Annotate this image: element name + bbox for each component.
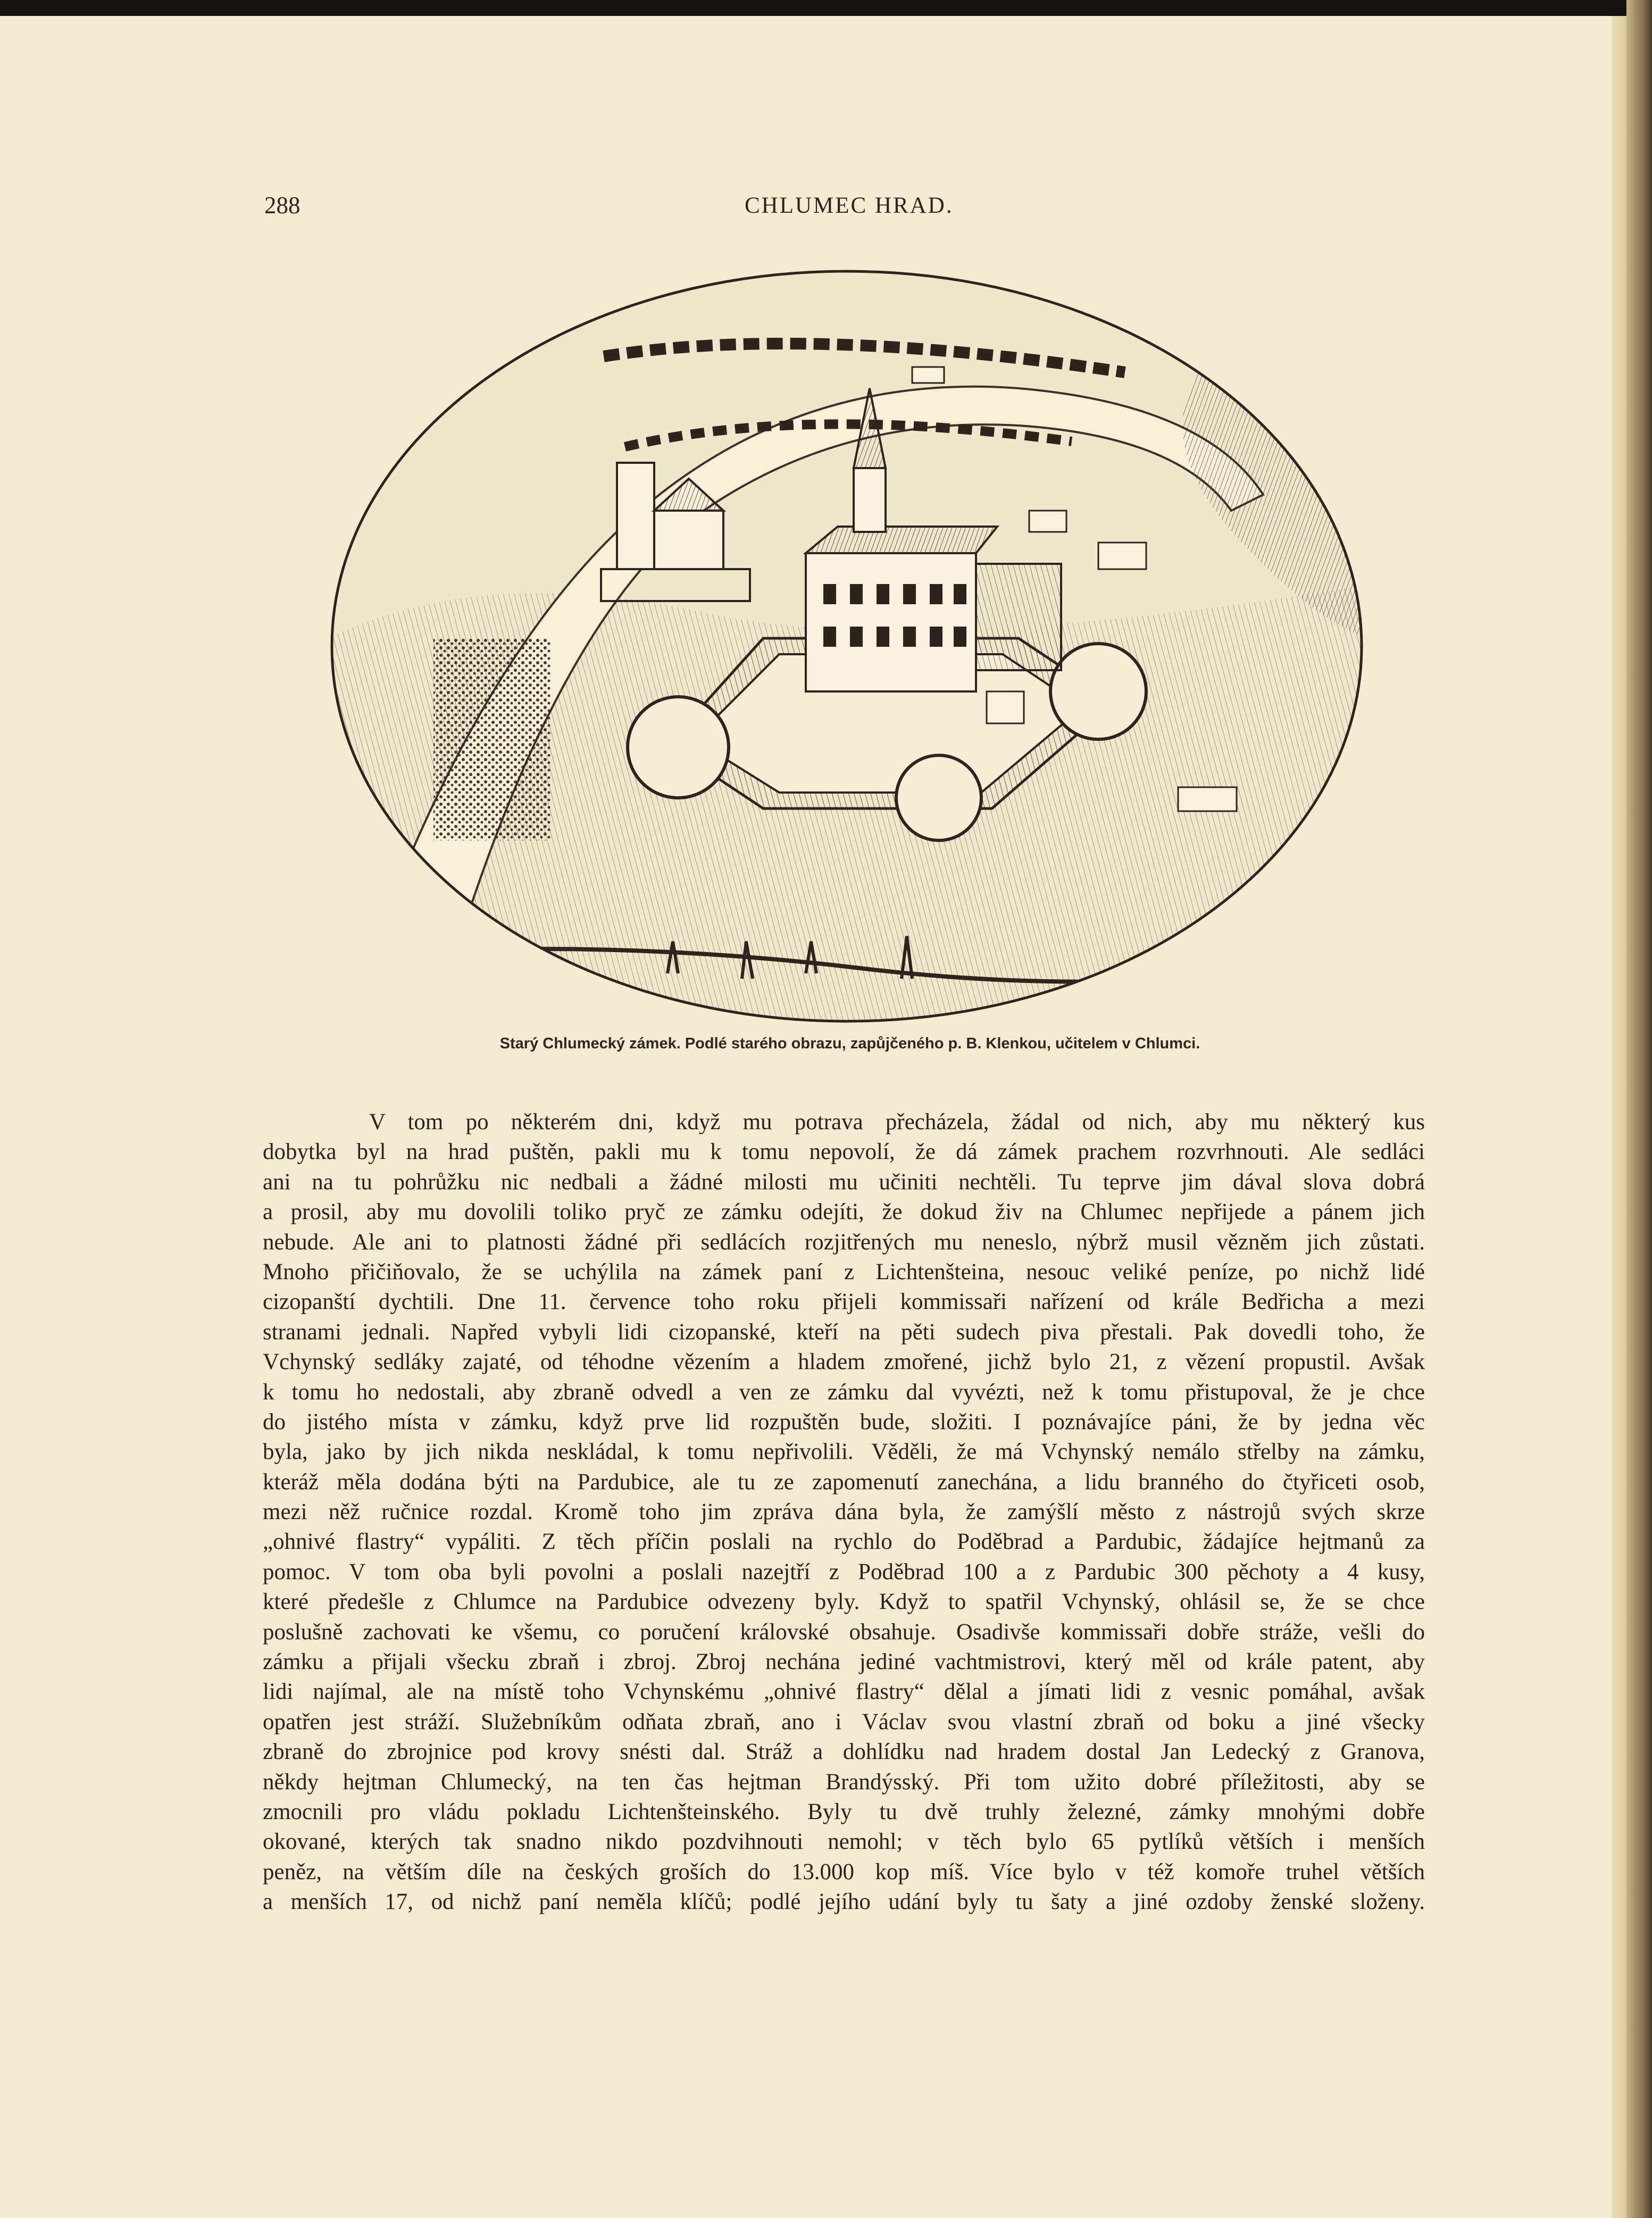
text-line: kteráž měla dodána býti na Pardubice, ale tu ze zapomenutí zanechána, a lidu branného do čtyřiceti osob, — [263, 1469, 1425, 1495]
text-line: pomoc. V tom oba byli povolni a poslali nazejtří z Poděbrad 100 a z Pardubic 300 pěchoty a 4 kusy, — [263, 1559, 1425, 1585]
page-number: 288 — [264, 192, 301, 219]
text-line: peněz, na větším díle na českých groších do 13.000 kop míš. Více bylo v též komoře truhel větších — [263, 1859, 1425, 1885]
text-line: „ohnivé flastry“ vypáliti. Z těch příčin poslali na rychlo do Poděbrad a Pardubic, žádajíce hejtmanů za — [263, 1529, 1425, 1555]
body-text — [263, 1107, 1425, 1917]
engraving-orchard — [433, 638, 550, 840]
text-line: zbraně do zbrojnice pod krovy snésti dal. Stráž a dohlídku nad hradem dostal Jan Ledecký z Granova, — [263, 1739, 1425, 1765]
text-line: lidi najímal, ale na místě toho Vchynskému „ohnivé flastry“ dělal a jímati lidi z vesnic pomáhal, avšak — [263, 1679, 1425, 1705]
text-line: dobytka byl na hrad puštěn, pakli mu k tomu nepovolí, že dá zámek prachem rozvrhnouti. Ale sedláci — [263, 1139, 1425, 1165]
scan-top-border — [0, 0, 1652, 16]
text-line: k tomu ho nedostali, aby zbraně odvedl a ven ze zámku dal vyvézti, než k tomu přistupoval, že je chce — [263, 1379, 1425, 1405]
text-line: cizopanští dychtili. Dne 11. července toho roku přijeli kommissaři nařízení od krále Bedřicha a mezi — [263, 1289, 1425, 1315]
text-line: V tom po některém dni, když mu potrava přecházela, žádal od nich, aby mu některý kus — [369, 1110, 1425, 1135]
text-line: zmocnili pro vládu pokladu Lichtenšteinského. Byly tu dvě truhly železné, zámky mnohými dobře — [263, 1799, 1425, 1824]
text-line: okované, kterých tak snadno nikdo pozdvihnouti nemohl; v těch bylo 65 pytlíků větších i menších — [263, 1829, 1425, 1855]
book-edge — [1626, 0, 1652, 2218]
text-line: Vchynský sedláky zajaté, od téhodne vězením a hladem zmořené, jichž bylo 21, z vězení propustil. Avšak — [263, 1349, 1425, 1375]
castle-engraving — [327, 266, 1367, 1027]
text-line: a prosil, aby mu dovolili toliko pryč ze zámku odejíti, že dokud živ na Chlumec nepřijede a pánem jich — [263, 1199, 1425, 1225]
text-line: zámku a přijali všecku zbraň i zbroj. Zbroj nechána jediné vachtmistrovi, který měl od krále patent, aby — [263, 1649, 1425, 1675]
text-line: někdy hejtman Chlumecký, na ten čas hejtman Brandýsský. Při tom užito dobré příležitosti, aby se — [263, 1769, 1425, 1795]
running-title: CHLUMEC HRAD. — [745, 193, 954, 218]
text-line: do jistého místa v zámku, když prve lid rozpuštěn bude, složiti. I poznávajíce páni, že by jedna věc — [263, 1409, 1425, 1435]
text-line: poslušně zachovati ke všemu, co poručení královské obsahuje. Osadivše kommissaři dobře stráže, vešli do — [263, 1619, 1425, 1645]
text-line: opatřen jest stráží. Služebníkům odňata zbraň, ano i Václav svou vlastní zbraň od boku a jiné všecky — [263, 1709, 1425, 1735]
text-line: ani na tu pohrůžku nic nedbali a žádné milosti mu učiniti nechtěli. Tu teprve jim dával slova dobrá — [263, 1169, 1425, 1195]
text-line: které předešle z Chlumce na Pardubice odvezeny byly. Když to spatřil Vchynský, ohlásil se, že se chce — [263, 1589, 1425, 1615]
text-line: nebude. Ale ani to platnosti žádné při sedlácích rozjitřených mu neneslo, nýbrž musil vězněm jich zůstati. — [263, 1229, 1425, 1255]
figure-caption: Starý Chlumecký zámek. Podlé starého obrazu, zapůjčeného p. B. Klenkou, učitelem v Chlumci. — [499, 1035, 1200, 1052]
text-line: a menších 17, od nichž paní neměla klíčů; podlé jejího udání byly tu šaty a jiné ozdoby ženské složeny. — [263, 1889, 1425, 1915]
text-line: mezi něž ručnice rozdal. Kromě toho jim zpráva dána byla, že zamýšlí město z nástrojů svých skrze — [263, 1499, 1425, 1525]
text-line: stranami jednali. Napřed vybyli lidi cizopanské, kteří na pěti sudech piva přestali. Pak dovedli toho, že — [263, 1319, 1425, 1345]
text-line: Mnoho přičiňovalo, že se uchýlila na zámek paní z Lichtenšteina, nesouc veliké peníze, po nichž lidé — [263, 1259, 1425, 1285]
text-line: byla, jako by jich nikda neskládal, k tomu nepřivolili. Věděli, že má Vchynský nemálo střelby na zámku, — [263, 1439, 1425, 1465]
